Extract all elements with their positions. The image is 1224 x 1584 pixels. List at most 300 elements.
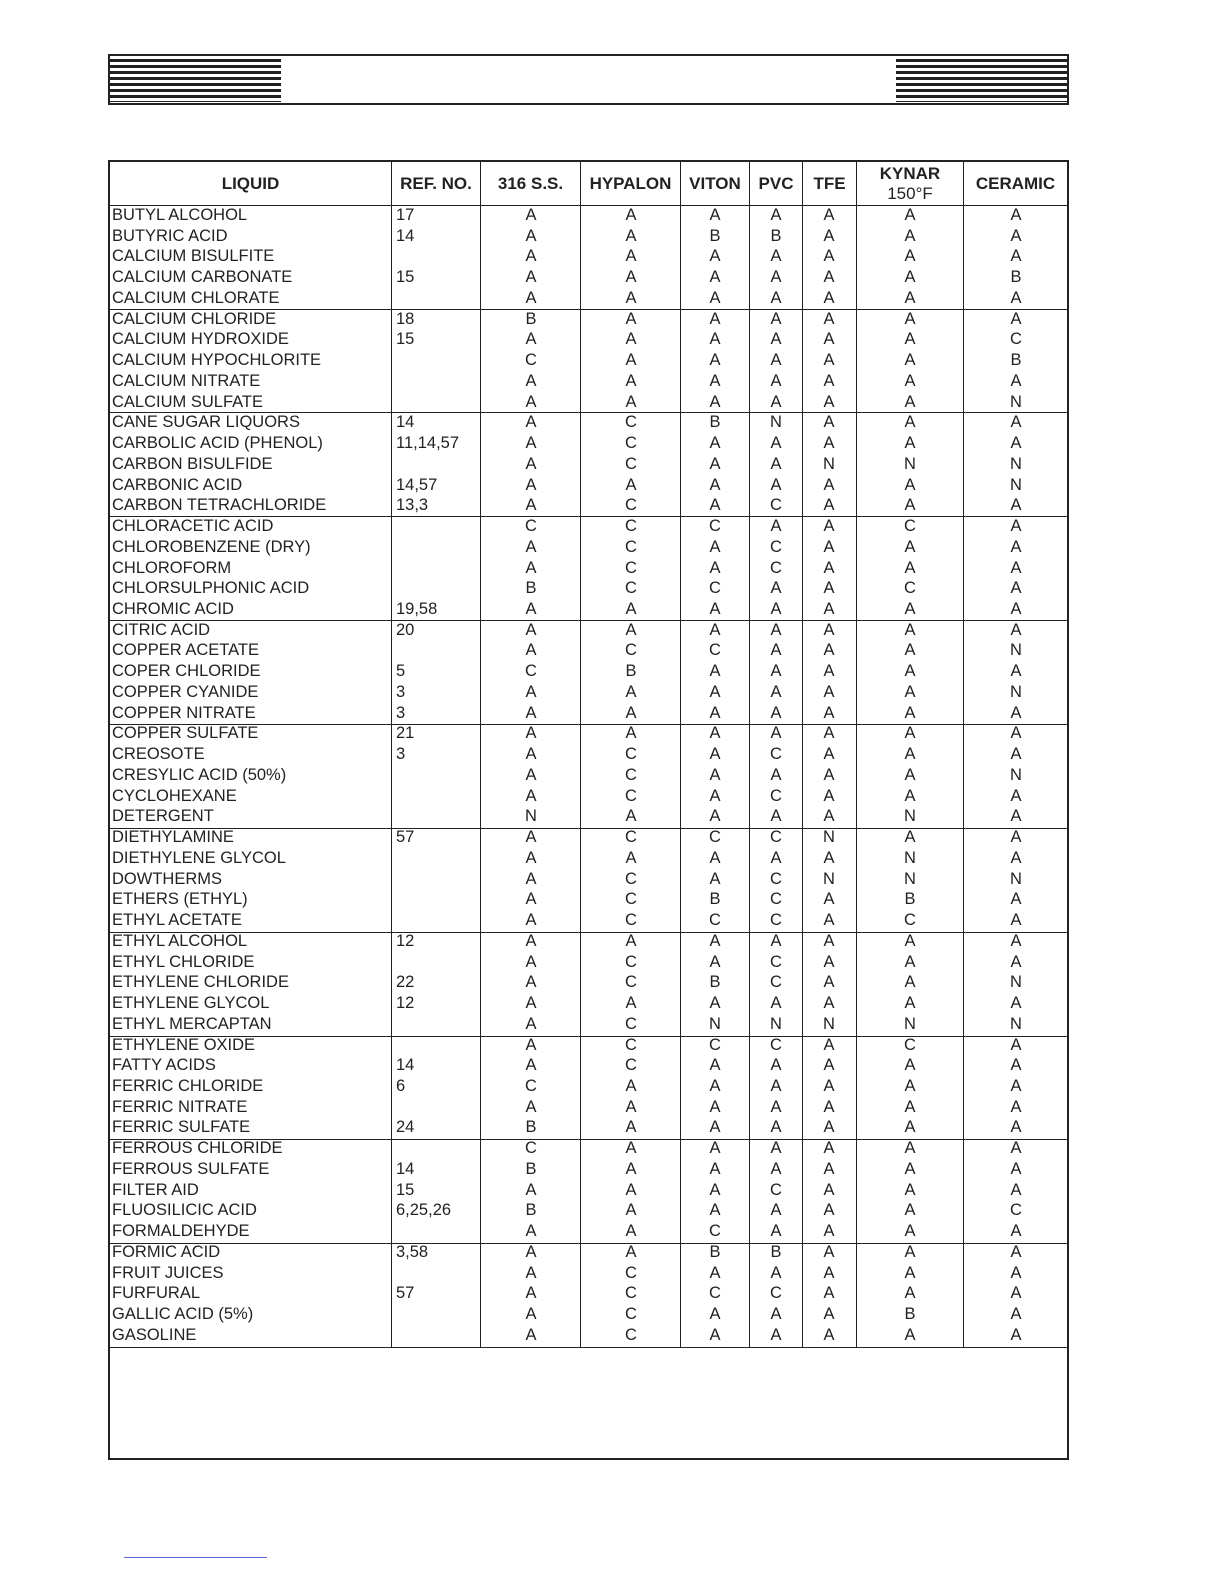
liquid-name: ETHYLENE GLYCOL [112,994,270,1013]
rating-316-ss: A [525,226,537,245]
rating-viton: A [709,475,721,494]
table-row [110,1097,1067,1118]
ref-no: 3 [396,703,406,722]
rating-hypalon: A [625,330,637,349]
rating-tfe: A [823,662,835,681]
liquid-name: ETHYLENE OXIDE [112,1035,256,1054]
rating-tfe: A [823,579,835,598]
rating-ceramic: A [1010,558,1022,577]
rating-viton: A [709,662,721,681]
rating-pvc: A [770,1222,782,1241]
liquid-name: COPPER NITRATE [112,703,256,722]
rating-tfe: A [823,973,835,992]
rating-hypalon: C [625,1014,637,1033]
rating-pvc: A [770,641,782,660]
rating-ceramic: A [1010,848,1022,867]
rating-pvc: C [770,973,782,992]
ref-no: 20 [396,620,415,639]
rating-316-ss: C [525,1139,537,1158]
liquid-name: GASOLINE [112,1325,197,1344]
rating-hypalon: A [625,1242,637,1261]
rating-viton: A [709,600,721,618]
rating-viton: A [709,1139,721,1158]
rating-tfe: A [823,1180,835,1199]
rating-tfe: A [823,1076,835,1095]
rating-ceramic: A [1010,1180,1022,1199]
table-row [110,931,1067,952]
column-header-liquid: LIQUID [221,173,280,193]
liquid-name: FORMIC ACID [112,1242,221,1261]
rating-viton: A [709,351,721,370]
rating-ceramic: A [1010,807,1022,826]
rating-tfe: A [823,1242,835,1261]
liquid-name: CALCIUM BISULFITE [112,247,275,266]
table-row [110,1180,1067,1201]
rating-316-ss: C [525,662,537,681]
row-group [110,412,1067,516]
rating-kynar: A [904,1097,916,1116]
rating-hypalon: C [625,952,637,971]
rating-tfe: A [823,1222,835,1241]
rating-viton: A [709,745,721,764]
liquid-name: BUTYRIC ACID [112,226,228,245]
table-row [110,371,1067,392]
rating-tfe: A [823,247,835,266]
rating-tfe: A [823,330,835,349]
table-row [110,1159,1067,1180]
rating-tfe: A [823,413,835,432]
rating-viton: C [709,579,721,598]
rating-pvc: N [770,1014,782,1033]
rating-viton: A [709,392,721,411]
rating-tfe: N [823,454,835,473]
rating-tfe: A [823,392,835,411]
table-row [110,288,1067,309]
rating-pvc: A [770,1056,782,1075]
liquid-name: GALLIC ACID (5%) [112,1305,254,1324]
table-row [110,889,1067,910]
rating-ceramic: A [1010,434,1022,453]
rating-316-ss: A [525,1097,537,1116]
rating-hypalon: C [625,1325,637,1344]
table-row [110,1076,1067,1097]
table-row [110,620,1067,641]
rating-kynar: A [904,703,916,722]
column-header-316-ss: 316 S.S. [497,173,564,193]
rating-pvc: A [770,1305,782,1324]
rating-hypalon: C [625,786,637,805]
rating-pvc: A [770,1139,782,1158]
rating-kynar: A [904,413,916,432]
header-banner [108,54,1069,105]
rating-316-ss: A [525,973,537,992]
rating-tfe: A [823,1159,835,1178]
rating-pvc: B [770,226,782,245]
rating-kynar: A [904,1056,916,1075]
ref-no: 12 [396,994,415,1013]
rating-316-ss: A [525,1035,537,1054]
table-row [110,848,1067,869]
rating-tfe: A [823,724,835,743]
rating-tfe: A [823,600,835,618]
rating-316-ss: A [525,828,537,847]
decorative-stripes-right [896,59,1067,102]
rating-hypalon: C [625,454,637,473]
table-row [110,475,1067,496]
table-row [110,661,1067,682]
rating-viton: A [709,765,721,784]
rating-ceramic: A [1010,952,1022,971]
table-row [110,765,1067,786]
rating-316-ss: A [525,247,537,266]
liquid-name: FRUIT JUICES [112,1263,224,1282]
rating-ceramic: A [1010,828,1022,847]
ref-no: 14 [396,1056,415,1075]
rating-pvc: A [770,371,782,390]
rating-ceramic: A [1010,496,1022,515]
rating-tfe: A [823,1263,835,1282]
rating-316-ss: A [525,371,537,390]
rating-316-ss: A [525,558,537,577]
rating-ceramic: A [1010,662,1022,681]
rating-ceramic: N [1010,682,1022,701]
rating-hypalon: C [625,745,637,764]
table-row [110,682,1067,703]
row-group [110,1035,1067,1139]
rating-viton: A [709,434,721,453]
rating-kynar: A [904,392,916,411]
row-group [110,1242,1067,1346]
rating-ceramic: N [1010,973,1022,992]
rating-tfe: A [823,1201,835,1220]
liquid-name: ETHERS (ETHYL) [112,890,248,909]
table-row [110,786,1067,807]
liquid-name: CALCIUM SULFATE [112,392,263,411]
table-row [110,495,1067,516]
liquid-name: CALCIUM CHLORIDE [112,309,277,328]
rating-kynar: A [904,1118,916,1137]
rating-pvc: A [770,206,782,224]
ref-no: 11,14,57 [396,434,460,453]
rating-316-ss: A [525,848,537,867]
rating-kynar: A [904,247,916,266]
rating-kynar: A [904,600,916,618]
rating-kynar: A [904,994,916,1013]
rating-kynar: A [904,1222,916,1241]
table-row [110,433,1067,454]
rating-tfe: A [823,786,835,805]
rating-hypalon: A [625,1076,637,1095]
row-group [110,931,1067,1035]
rating-ceramic: A [1010,309,1022,328]
rating-316-ss: A [525,454,537,473]
rating-ceramic: A [1010,600,1022,618]
rating-tfe: A [823,703,835,722]
rating-pvc: C [770,1035,782,1054]
rating-tfe: A [823,641,835,660]
rating-pvc: C [770,1180,782,1199]
rating-kynar: A [904,351,916,370]
rating-viton: B [709,413,721,432]
column-header-hypalon: HYPALON [589,173,672,193]
table-row [110,412,1067,433]
rating-kynar: C [904,579,916,598]
rating-pvc: A [770,392,782,411]
rating-hypalon: C [625,641,637,660]
rating-hypalon: C [625,579,637,598]
rating-tfe: A [823,537,835,556]
table-row [110,910,1067,931]
rating-pvc: C [770,828,782,847]
rating-hypalon: A [625,475,637,494]
rating-kynar: A [904,1325,916,1344]
rating-viton: C [709,641,721,660]
table-row [110,1283,1067,1304]
rating-viton: C [709,1284,721,1303]
rating-kynar: A [904,745,916,764]
ref-no: 5 [396,662,406,681]
rating-hypalon: A [625,703,637,722]
rating-316-ss: A [525,1180,537,1199]
rating-hypalon: C [625,890,637,909]
rating-ceramic: N [1010,392,1022,411]
rating-hypalon: C [625,537,637,556]
rating-tfe: A [823,890,835,909]
rating-viton: A [709,931,721,950]
rating-kynar: A [904,973,916,992]
rating-pvc: C [770,952,782,971]
rating-ceramic: A [1010,371,1022,390]
table-row [110,1325,1067,1346]
rating-tfe: A [823,206,835,224]
rating-pvc: A [770,848,782,867]
rating-pvc: C [770,496,782,515]
rating-viton: A [709,1180,721,1199]
table-row [110,350,1067,371]
table-row [110,246,1067,267]
rating-316-ss: A [525,475,537,494]
ref-no: 14,57 [396,475,438,494]
ref-no: 21 [396,724,415,743]
rating-kynar: A [904,330,916,349]
rating-316-ss: B [525,309,537,328]
rating-kynar: A [904,1263,916,1282]
liquid-name: CARBOLIC ACID (PHENOL) [112,434,323,453]
rating-ceramic: A [1010,1305,1022,1324]
table-row [110,827,1067,848]
rating-hypalon: A [625,371,637,390]
rating-ceramic: A [1010,247,1022,266]
rating-kynar: A [904,288,916,307]
table-row [110,952,1067,973]
column-header-viton: VITON [689,173,741,193]
liquid-name: COPPER SULFATE [112,724,259,743]
rating-viton: A [709,1118,721,1137]
liquid-name: FILTER AID [112,1180,199,1199]
rating-ceramic: A [1010,786,1022,805]
liquid-name: CHLORACETIC ACID [112,517,274,536]
rating-pvc: A [770,288,782,307]
rating-tfe: A [823,994,835,1013]
rating-viton: A [709,496,721,515]
ref-no: 17 [396,206,415,224]
ref-no: 19,58 [396,600,438,618]
rating-viton: C [709,1035,721,1054]
liquid-name: CITRIC ACID [112,620,211,639]
rating-kynar: N [904,848,916,867]
rating-pvc: C [770,786,782,805]
rating-kynar: A [904,434,916,453]
rating-kynar: A [904,682,916,701]
table-row [110,537,1067,558]
rating-316-ss: A [525,206,537,224]
rating-viton: B [709,973,721,992]
rating-viton: A [709,1159,721,1178]
ref-no: 15 [396,1180,415,1199]
rating-kynar: A [904,309,916,328]
rating-316-ss: A [525,1284,537,1303]
liquid-name: ETHYL MERCAPTAN [112,1014,272,1033]
liquid-name: FERRIC CHLORIDE [112,1076,264,1095]
rating-pvc: A [770,517,782,536]
ref-no: 14 [396,1159,415,1178]
ref-no: 12 [396,931,415,950]
rating-ceramic: A [1010,1263,1022,1282]
rating-hypalon: A [625,206,637,224]
rating-tfe: A [823,1284,835,1303]
column-header-ceramic: CERAMIC [975,173,1056,193]
rating-hypalon: A [625,226,637,245]
rating-ceramic: A [1010,1076,1022,1095]
rating-316-ss: A [525,911,537,930]
rating-viton: A [709,371,721,390]
rating-hypalon: B [625,662,637,681]
rating-ceramic: N [1010,1014,1022,1033]
rating-tfe: A [823,1139,835,1158]
rating-pvc: A [770,1118,782,1137]
rating-hypalon: A [625,1180,637,1199]
rating-kynar: A [904,724,916,743]
rating-kynar: A [904,1284,916,1303]
liquid-name: ETHYL CHLORIDE [112,952,255,971]
ref-no: 3 [396,682,406,701]
rating-viton: A [709,288,721,307]
rating-kynar: A [904,206,916,224]
rating-ceramic: A [1010,703,1022,722]
rating-kynar: A [904,537,916,556]
rating-tfe: A [823,558,835,577]
rating-pvc: A [770,724,782,743]
table-row [110,723,1067,744]
rating-viton: A [709,1263,721,1282]
rating-hypalon: C [625,413,637,432]
liquid-name: FERROUS CHLORIDE [112,1139,283,1158]
rating-hypalon: A [625,351,637,370]
liquid-name: CYCLOHEXANE [112,786,237,805]
rating-ceramic: N [1010,475,1022,494]
rating-hypalon: C [625,1284,637,1303]
liquid-name: CALCIUM NITRATE [112,371,261,390]
footer-link-underline[interactable] [124,1557,267,1558]
rating-kynar: A [904,1242,916,1261]
rating-kynar: A [904,1201,916,1220]
rating-kynar: A [904,558,916,577]
rating-kynar: A [904,620,916,639]
table-row [110,309,1067,330]
rating-viton: A [709,330,721,349]
rating-316-ss: A [525,869,537,888]
rating-ceramic: A [1010,537,1022,556]
rating-pvc: A [770,1159,782,1178]
rating-ceramic: A [1010,620,1022,639]
table-row [110,1138,1067,1159]
ref-no: 57 [396,828,415,847]
rating-ceramic: A [1010,579,1022,598]
liquid-name: CHLORSULPHONIC ACID [112,579,310,598]
rating-hypalon: C [625,973,637,992]
rating-kynar: N [904,1014,916,1033]
table-row [110,578,1067,599]
rating-tfe: A [823,1097,835,1116]
table-row [110,1221,1067,1242]
rating-kynar: B [904,890,916,909]
rating-viton: A [709,1325,721,1344]
ref-no: 6,25,26 [396,1201,452,1220]
rating-tfe: N [823,1014,835,1033]
rating-ceramic: A [1010,1325,1022,1344]
rating-viton: A [709,1201,721,1220]
rating-pvc: A [770,600,782,618]
rating-ceramic: A [1010,1097,1022,1116]
rating-ceramic: A [1010,931,1022,950]
decorative-stripes-left [110,59,281,102]
table-row [110,640,1067,661]
rating-viton: A [709,1097,721,1116]
liquid-name: CALCIUM HYDROXIDE [112,330,289,349]
table-row [110,972,1067,993]
rating-hypalon: A [625,994,637,1013]
rating-ceramic: B [1010,351,1022,370]
rating-ceramic: A [1010,724,1022,743]
rating-hypalon: C [625,911,637,930]
ref-no: 15 [396,330,415,349]
rating-pvc: N [770,413,782,432]
liquid-name: CARBONIC ACID [112,475,243,494]
ref-no: 13,3 [396,496,429,515]
rating-kynar: A [904,475,916,494]
rating-pvc: A [770,703,782,722]
ref-no: 24 [396,1118,415,1137]
table-row [110,1035,1067,1056]
rating-316-ss: N [525,807,537,826]
rating-hypalon: A [625,1097,637,1116]
rating-316-ss: A [525,1305,537,1324]
rating-kynar: A [904,1076,916,1095]
column-header-kynar [857,162,963,205]
rating-316-ss: B [525,1118,537,1137]
rating-316-ss: A [525,268,537,287]
rating-316-ss: A [525,786,537,805]
rating-pvc: A [770,1201,782,1220]
rating-316-ss: C [525,1076,537,1095]
rating-kynar: N [904,807,916,826]
rating-viton: C [709,517,721,536]
rating-hypalon: C [625,558,637,577]
rating-tfe: A [823,620,835,639]
rating-hypalon: C [625,1056,637,1075]
rating-tfe: A [823,682,835,701]
row-group [110,309,1067,413]
